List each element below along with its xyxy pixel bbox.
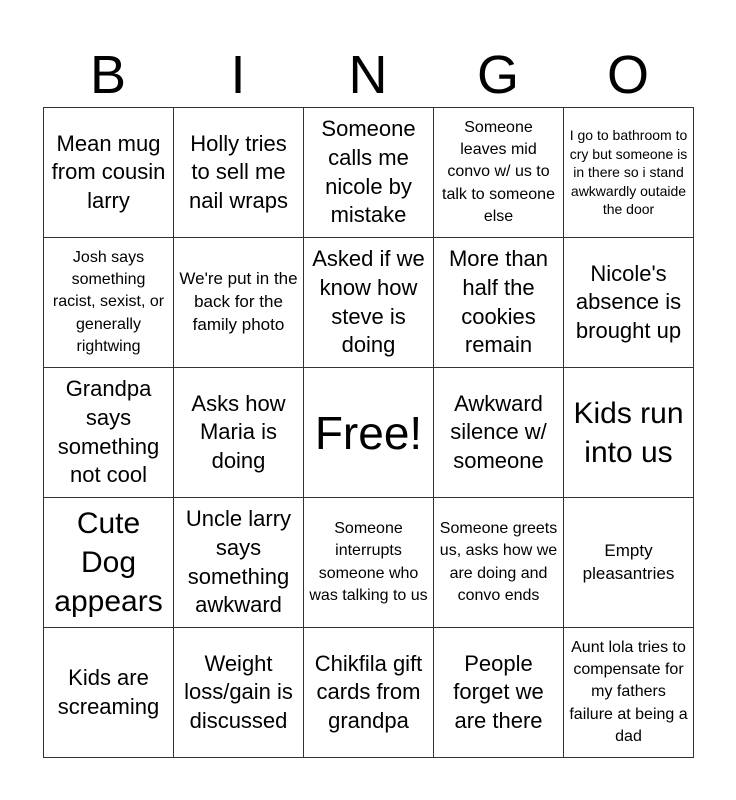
header-letter-o: O <box>606 45 649 105</box>
cell-text: Grandpa says something not cool <box>57 376 160 488</box>
cell-text: Awkward silence w/ someone <box>450 390 547 473</box>
bingo-cell[interactable] <box>434 498 564 628</box>
cell-text: Kids are screaming <box>57 664 160 719</box>
bingo-grid <box>43 107 694 758</box>
bingo-cell[interactable] <box>564 368 694 498</box>
bingo-cell[interactable] <box>174 108 304 238</box>
free-space-text: Free! <box>314 406 423 459</box>
bingo-cell[interactable] <box>564 108 694 238</box>
cell-text: Someone greets us, asks how we are doing and convo ends <box>439 520 558 604</box>
bingo-cell[interactable] <box>44 628 174 758</box>
cell-text: Mean mug from cousin larry <box>51 130 166 213</box>
bingo-cell[interactable] <box>174 368 304 498</box>
cell-text: Cute Dog appears <box>54 507 163 618</box>
header-letter-i: I <box>230 45 246 105</box>
bingo-cell[interactable] <box>44 238 174 368</box>
bingo-cell[interactable] <box>434 108 564 238</box>
header-letter-n: N <box>348 45 388 105</box>
header-letter-b: B <box>89 45 127 105</box>
cell-text: Josh says something racist, sexist, or generally rightwing <box>52 249 165 355</box>
cell-text: More than half the cookies remain <box>448 246 549 358</box>
cell-text: Asked if we know how steve is doing <box>312 246 425 358</box>
cell-text: Holly tries to sell me nail wraps <box>188 130 289 213</box>
cell-text: Nicole's absence is brought up <box>575 260 682 343</box>
bingo-cell[interactable] <box>304 238 434 368</box>
bingo-cell[interactable] <box>564 628 694 758</box>
bingo-cell[interactable] <box>44 498 174 628</box>
cell-text: Weight loss/gain is discussed <box>184 650 293 733</box>
cell-text: Kids run into us <box>573 396 684 469</box>
bingo-cell[interactable] <box>304 498 434 628</box>
cell-text: We're put in the back for the family photo <box>179 269 298 334</box>
cell-text: Uncle larry says something awkward <box>185 506 292 618</box>
cell-text: Chikfila gift cards from grandpa <box>314 650 423 733</box>
cell-text: Someone interrupts someone who was talking to us <box>309 520 428 604</box>
bingo-cell[interactable] <box>434 368 564 498</box>
cell-text: Asks how Maria is doing <box>191 390 286 473</box>
bingo-cell[interactable] <box>304 108 434 238</box>
bingo-cell[interactable] <box>564 238 694 368</box>
bingo-header <box>43 44 693 106</box>
bingo-cell[interactable] <box>174 498 304 628</box>
bingo-cell[interactable] <box>434 238 564 368</box>
cell-text: Someone leaves mid convo w/ us to talk to someone else <box>442 119 555 225</box>
bingo-cell[interactable] <box>304 628 434 758</box>
cell-text: People forget we are there <box>453 650 544 733</box>
cell-text: Aunt lola tries to compensate for my fathers failure at being a dad <box>569 639 688 745</box>
bingo-cell[interactable] <box>44 108 174 238</box>
bingo-cell[interactable] <box>174 238 304 368</box>
bingo-cell[interactable] <box>174 628 304 758</box>
cell-text: Someone calls me nicole by mistake <box>321 116 416 228</box>
bingo-cell[interactable] <box>434 628 564 758</box>
cell-text: I go to bathroom to cry but someone is in there so i stand awkwardly outaide the door <box>569 127 688 218</box>
bingo-cell[interactable] <box>564 498 694 628</box>
bingo-cell[interactable] <box>44 368 174 498</box>
cell-text: Empty pleasantries <box>582 540 675 583</box>
header-letter-g: G <box>476 45 519 105</box>
free-space-cell[interactable] <box>304 368 434 498</box>
